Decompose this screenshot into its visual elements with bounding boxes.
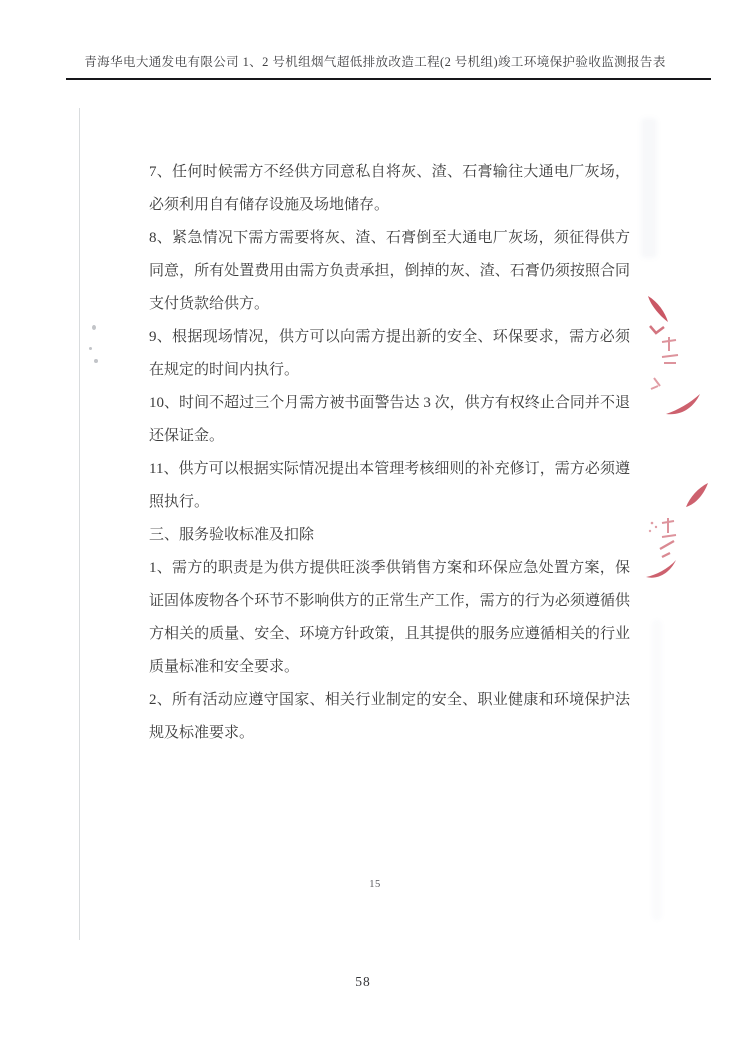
document-header-title: 青海华电大通发电有限公司 1、2 号机组烟气超低排放改造工程(2 号机组)竣工环境保护验收监测报告表 <box>84 55 666 69</box>
scan-speck <box>92 325 96 330</box>
paragraph: 三、服务验收标准及扣除 <box>149 527 315 543</box>
paragraph: 11、供方可以根据实际情况提出本管理考核细则的补充修订，需方必须遵照执行。 <box>149 461 630 510</box>
page-number: 58 <box>355 974 371 989</box>
table-border-line <box>79 108 80 940</box>
bleed-through-mark <box>641 118 657 258</box>
scan-speck <box>89 347 92 350</box>
red-seal-fragment-icon <box>640 478 710 586</box>
paragraph: 2、所有活动应遵守国家、相关行业制定的安全、职业健康和环境保护法规及标准要求。 <box>149 692 630 741</box>
red-seal-fragment-icon <box>638 290 710 422</box>
bleed-through-mark <box>652 620 662 920</box>
paragraph: 8、紧急情况下需方需要将灰、渣、石膏倒至大通电厂灰场，须征得供方同意，所有处置费用由需方负责承担，倒掉的灰、渣、石膏仍须按照合同支付货款给供方。 <box>149 230 630 312</box>
document-body <box>149 156 630 750</box>
inner-page-number: 15 <box>369 879 381 890</box>
paragraph: 1、需方的职责是为供方提供旺淡季供销售方案和环保应急处置方案，保证固体废物各个环节不影响供方的正常生产工作，需方的行为必须遵循供方相关的质量、安全、环境方针政策，且其提供的服务应遵循相关的行业质量标准和安全要求。 <box>149 560 630 675</box>
scan-speck <box>94 359 98 363</box>
paragraph: 9、根据现场情况，供方可以向需方提出新的安全、环保要求，需方必须在规定的时间内执行。 <box>149 329 630 378</box>
paragraph: 7、任何时候需方不经供方同意私自将灰、渣、石膏输往大通电厂灰场，必须利用自有储存设施及场地储存。 <box>149 164 630 213</box>
paragraph: 10、时间不超过三个月需方被书面警告达 3 次，供方有权终止合同并不退还保证金。 <box>149 395 630 444</box>
header-rule <box>66 78 711 80</box>
